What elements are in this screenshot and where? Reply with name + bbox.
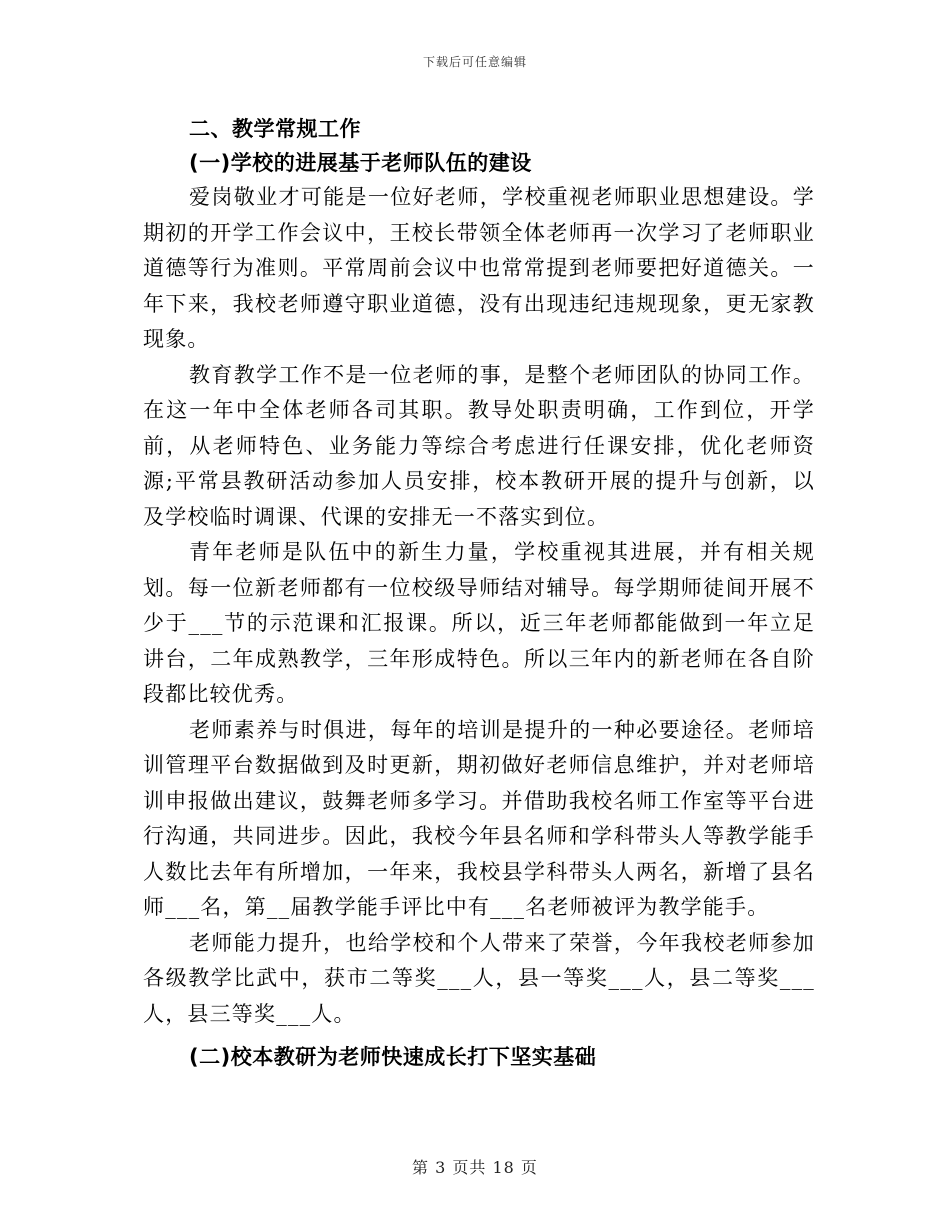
paragraph-1: 爱岗敬业才可能是一位好老师，学校重视老师职业思想建设。学期初的开学工作会议中，王校长带领全体老师再一次学习了老师职业道德等行为准则。平常周前会议中也常常提到老师要把好道德关。一年下来，我校老师遵守职业道德，没有出现违纪违规现象，更无家教现象。 xyxy=(143,185,815,351)
paragraph-4: 老师素养与时俱进，每年的培训是提升的一种必要途径。老师培训管理平台数据做到及时更新，期初做好老师信息维护，并对老师培训申报做出建议，鼓舞老师多学习。并借助我校名师工作室等平台进行沟通，共同进步。因此，我校今年县名师和学科带头人等教学能手人数比去年有所增加，一年来，我校县学科带头人两名，新增了县名师___名，第__届教学能手评比中有___名老师被评为教学能手。 xyxy=(143,717,815,919)
header-note: 下载后可任意编辑 xyxy=(422,55,527,69)
paragraph-2: 教育教学工作不是一位老师的事，是整个老师团队的协同工作。在这一年中全体老师各司其职。教导处职责明确，工作到位，开学前，从老师特色、业务能力等综合考虑进行任课安排，优化老师资源;平常县教研活动参加人员安排，校本教研开展的提升与创新，以及学校临时调课、代课的安排无一不落实到位。 xyxy=(143,362,815,529)
document-body xyxy=(143,112,815,1074)
subsection-title-2: (二)校本教研为老师快速成长打下坚实基础 xyxy=(189,1045,597,1069)
page-number: 第 3 页共 18 页 xyxy=(412,1158,538,1177)
paragraph-3: 青年老师是队伍中的新生力量，学校重视其进展，并有相关规划。每一位新老师都有一位校级导师结对辅导。每学期师徒间开展不少于___节的示范课和汇报课。所以，近三年老师都能做到一年立足讲台，二年成熟教学，三年形成特色。所以三年内的新老师在各自阶段都比较优秀。 xyxy=(143,540,815,706)
paragraph-5: 老师能力提升，也给学校和个人带来了荣誉，今年我校老师参加各级教学比武中，获市二等奖___人，县一等奖___人，县二等奖___人，县三等奖___人。 xyxy=(143,930,815,1026)
subsection-title-1: (一)学校的进展基于老师队伍的建设 xyxy=(189,151,532,175)
section-title: 二、教学常规工作 xyxy=(189,117,361,141)
